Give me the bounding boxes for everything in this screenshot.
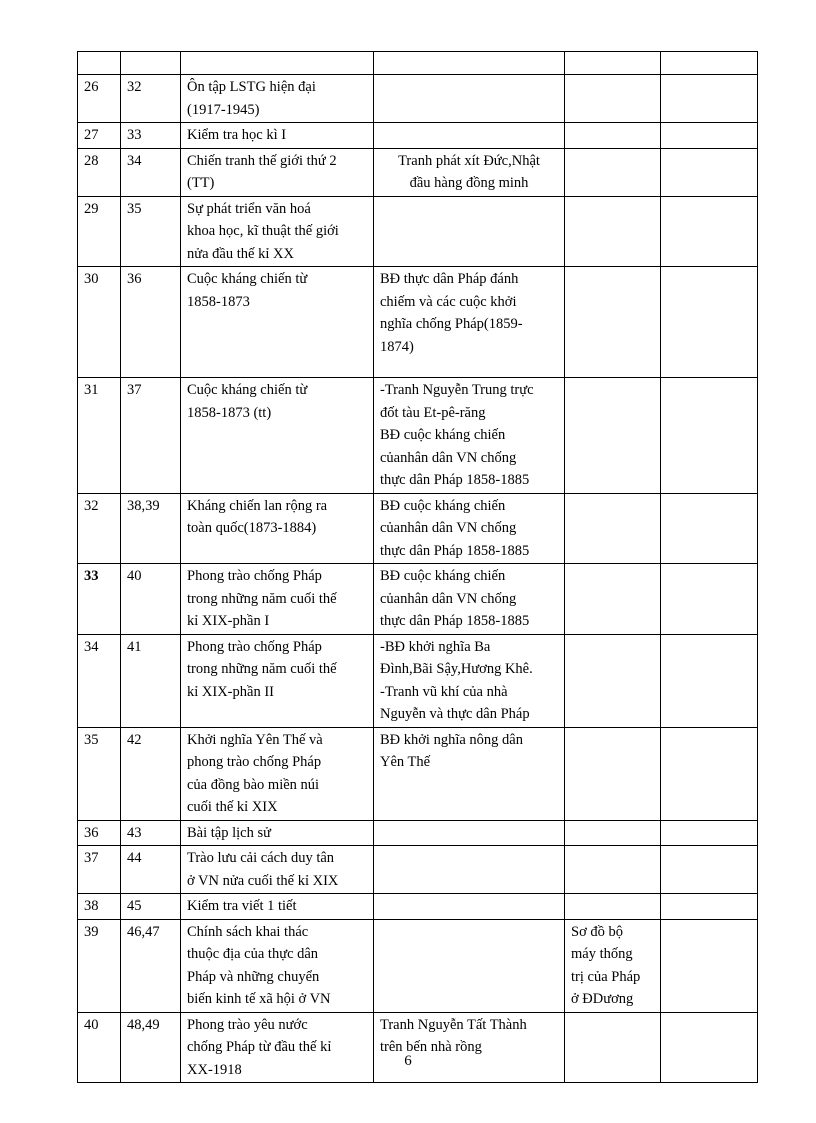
cell-lesson [181, 148, 374, 196]
cell-note [661, 634, 758, 727]
cell-note [661, 1012, 758, 1083]
cell-extra [565, 820, 661, 846]
cell-aids [374, 196, 565, 267]
lesson-line: trong những năm cuối thế [187, 590, 337, 607]
table-row [78, 1012, 758, 1083]
aids-line: BĐ cuộc kháng chiến [380, 568, 506, 584]
cell-no: 37 [78, 846, 121, 894]
aids-line: củanhân dân VN chống [380, 520, 517, 536]
cell-period: 37 [121, 378, 181, 494]
aids-line: -Tranh vũ khí của nhà [380, 683, 508, 700]
cell-note [661, 564, 758, 635]
cell-lesson [181, 894, 374, 920]
lesson-line: ở VN nửa cuối thế kỉ XIX [187, 872, 339, 889]
cell-extra [565, 378, 661, 494]
cell-lesson [181, 1012, 374, 1083]
cell-no: 27 [78, 123, 121, 149]
lesson-line: trong những năm cuối thế [187, 661, 337, 677]
cell-extra [565, 148, 661, 196]
cell-aids [374, 123, 565, 149]
table-row [78, 919, 758, 1012]
cell-lesson [181, 493, 374, 564]
cell-extra [565, 123, 661, 149]
cell-period: 35 [121, 196, 181, 267]
table-row [78, 820, 758, 846]
aids-line: Nguyễn và thực dân Pháp [380, 706, 530, 722]
lesson-line: XX-1918 [187, 1061, 242, 1078]
table-row [78, 634, 758, 727]
page-number: 6 [404, 1053, 412, 1069]
table-row [78, 75, 758, 123]
cell-lesson [181, 267, 374, 378]
extra-line: Sơ đồ bộ [571, 923, 623, 940]
lesson-line: Ôn tập LSTG hiện đại [187, 79, 316, 95]
table-row [78, 493, 758, 564]
cell-no [78, 52, 121, 75]
lesson-line: (TT) [187, 175, 215, 191]
cell-lesson [181, 75, 374, 123]
lesson-line: Khởi nghĩa Yên Thế và [187, 731, 323, 748]
lesson-plan-table [77, 51, 758, 1083]
lesson-line: Cuộc kháng chiến từ [187, 271, 308, 287]
aids-line: thực dân Pháp 1858-1885 [380, 613, 530, 629]
cell-no: 33 [78, 564, 121, 635]
cell-aids [374, 267, 565, 378]
lesson-line: 1858-1873 (tt) [187, 404, 272, 421]
cell-aids [374, 727, 565, 820]
cell-no: 29 [78, 196, 121, 267]
cell-aids [374, 148, 565, 196]
table-row [78, 123, 758, 149]
table-row [78, 267, 758, 378]
cell-period: 32 [121, 75, 181, 123]
extra-line: ở ĐDương [571, 991, 634, 1007]
cell-no: 28 [78, 148, 121, 196]
table-row [78, 846, 758, 894]
cell-lesson [181, 378, 374, 494]
cell-period: 43 [121, 820, 181, 846]
cell-no: 36 [78, 820, 121, 846]
cell-period: 36 [121, 267, 181, 378]
cell-lesson [181, 727, 374, 820]
extra-line: máy thống [571, 946, 633, 962]
lesson-line: Chính sách khai thác [187, 923, 309, 940]
lesson-line: thuộc địa của thực dân [187, 946, 319, 962]
lesson-line: Phong trào chống Pháp [187, 638, 322, 655]
cell-no: 40 [78, 1012, 121, 1083]
cell-aids [374, 894, 565, 920]
cell-extra [565, 727, 661, 820]
table-row [78, 52, 758, 75]
cell-note [661, 75, 758, 123]
aids-line: BĐ khởi nghĩa nông dân [380, 731, 523, 748]
lesson-line: Bài tập lịch sử [187, 824, 271, 841]
cell-note [661, 493, 758, 564]
cell-aids [374, 378, 565, 494]
cell-period: 41 [121, 634, 181, 727]
aids-line: BĐ cuộc kháng chiến [380, 497, 506, 514]
cell-period: 33 [121, 123, 181, 149]
cell-lesson [181, 196, 374, 267]
cell-aids [374, 1012, 565, 1083]
cell-aids [374, 564, 565, 635]
cell-no: 34 [78, 634, 121, 727]
cell-period: 44 [121, 846, 181, 894]
aids-line: Yên Thế [380, 754, 431, 770]
cell-period: 48,49 [121, 1012, 181, 1083]
aids-line: nghĩa chống Pháp(1859- [380, 316, 523, 332]
extra-line: trị của Pháp [571, 968, 641, 985]
cell-aids [374, 634, 565, 727]
lesson-line: Trào lưu cải cách duy tân [187, 850, 335, 866]
lesson-line: của đồng bào miền núi [187, 776, 320, 793]
cell-aids [374, 846, 565, 894]
lesson-line: Kháng chiến lan rộng ra [187, 497, 328, 514]
cell-aids [374, 52, 565, 75]
cell-period: 46,47 [121, 919, 181, 1012]
aids-line: Tranh phát xít Đức,Nhật [398, 152, 540, 169]
cell-lesson [181, 52, 374, 75]
cell-period: 42 [121, 727, 181, 820]
aids-line: Tranh Nguyễn Tất Thành [380, 1016, 527, 1033]
cell-period: 45 [121, 894, 181, 920]
lesson-line: kỉ XIX-phần I [187, 613, 270, 629]
cell-note [661, 196, 758, 267]
cell-period: 40 [121, 564, 181, 635]
cell-period [121, 52, 181, 75]
table-row [78, 727, 758, 820]
table-row [78, 196, 758, 267]
cell-extra [565, 919, 661, 1012]
aids-line: -Tranh Nguyễn Trung trực [380, 382, 534, 398]
lesson-line: Chiến tranh thế giới thứ 2 [187, 152, 337, 169]
cell-aids [374, 493, 565, 564]
lesson-line: Kiểm tra học kì I [187, 127, 287, 143]
lesson-line: phong trào chống Pháp [187, 754, 322, 770]
cell-note [661, 846, 758, 894]
lesson-line: Kiểm tra viết 1 tiết [187, 898, 297, 914]
cell-period: 38,39 [121, 493, 181, 564]
cell-note [661, 820, 758, 846]
cell-note [661, 378, 758, 494]
table-row [78, 894, 758, 920]
cell-extra [565, 634, 661, 727]
lesson-line: cuối thế kỉ XIX [187, 799, 278, 815]
cell-extra [565, 75, 661, 123]
cell-extra [565, 493, 661, 564]
cell-note [661, 52, 758, 75]
cell-no: 35 [78, 727, 121, 820]
lesson-line: khoa học, kĩ thuật thế giới [187, 223, 339, 239]
cell-lesson [181, 846, 374, 894]
cell-aids [374, 919, 565, 1012]
cell-no: 31 [78, 378, 121, 494]
cell-no: 30 [78, 267, 121, 378]
aids-line: Đình,Bãi Sậy,Hương Khê. [380, 661, 533, 677]
cell-extra [565, 894, 661, 920]
cell-no: 26 [78, 75, 121, 123]
lesson-line: toàn quốc(1873-1884) [187, 520, 317, 536]
cell-extra [565, 564, 661, 635]
lesson-line: chống Pháp từ đầu thế kỉ [187, 1039, 332, 1055]
aids-line: củanhân dân VN chống [380, 449, 517, 466]
cell-extra [565, 267, 661, 378]
cell-note [661, 267, 758, 378]
lesson-line: kỉ XIX-phần II [187, 683, 274, 700]
lesson-line: Cuộc kháng chiến từ [187, 382, 308, 398]
cell-note [661, 727, 758, 820]
cell-extra [565, 1012, 661, 1083]
cell-note [661, 148, 758, 196]
cell-note [661, 123, 758, 149]
lesson-line: Phong trào yêu nước [187, 1016, 308, 1033]
cell-extra [565, 846, 661, 894]
lesson-line: Phong trào chống Pháp [187, 568, 322, 584]
cell-lesson [181, 564, 374, 635]
cell-aids [374, 75, 565, 123]
lesson-line: (1917-1945) [187, 101, 260, 118]
aids-line: thực dân Pháp 1858-1885 [380, 472, 530, 488]
table-row [78, 148, 758, 196]
cell-lesson [181, 123, 374, 149]
cell-extra [565, 52, 661, 75]
table-row [78, 564, 758, 635]
cell-note [661, 894, 758, 920]
table-body [78, 52, 758, 1083]
lesson-line: Sự phát triển văn hoá [187, 200, 311, 217]
aids-line: trên bến nhà rồng [380, 1039, 482, 1055]
lesson-line: biến kinh tế xã hội ở VN [187, 991, 331, 1007]
cell-lesson [181, 634, 374, 727]
cell-period: 34 [121, 148, 181, 196]
aids-line: BĐ thực dân Pháp đánh [380, 271, 519, 287]
cell-lesson [181, 919, 374, 1012]
aids-line: BĐ cuộc kháng chiến [380, 427, 506, 443]
lesson-line: nửa đầu thế kỉ XX [187, 245, 294, 262]
cell-no: 32 [78, 493, 121, 564]
cell-no: 39 [78, 919, 121, 1012]
aids-line: chiếm và các cuộc khởi [380, 293, 517, 310]
cell-lesson [181, 820, 374, 846]
aids-line: đốt tàu Et-pê-răng [380, 404, 486, 421]
cell-no: 38 [78, 894, 121, 920]
aids-line: đầu hàng đồng minh [409, 175, 529, 191]
cell-aids [374, 820, 565, 846]
table-row [78, 378, 758, 494]
cell-note [661, 919, 758, 1012]
aids-line: thực dân Pháp 1858-1885 [380, 542, 530, 559]
lesson-line: Pháp và những chuyển [187, 968, 320, 985]
aids-line: củanhân dân VN chống [380, 590, 517, 607]
aids-line: 1874) [380, 338, 414, 355]
lesson-line: 1858-1873 [187, 293, 250, 310]
cell-extra [565, 196, 661, 267]
aids-line: -BĐ khởi nghĩa Ba [380, 638, 491, 655]
